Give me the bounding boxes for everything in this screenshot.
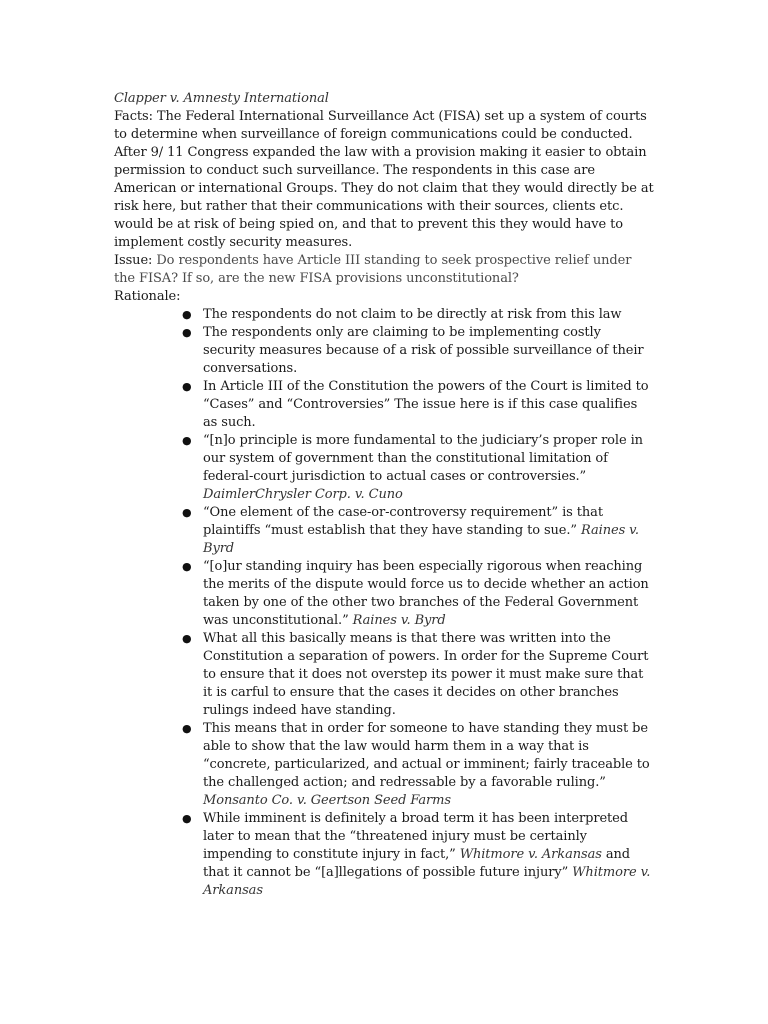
rationale-item-text: This means that in order for someone to have standing they must be able to show that the law would harm them in a way that is “concrete, particularized, and actual or imminent; fairly traceable to the challenged action; and redressable by a favorable ruling.”	[203, 721, 650, 790]
bullet-icon: ●	[182, 326, 192, 339]
case-citation: Whitmore v. Arkansas	[203, 865, 651, 898]
rationale-label: Rationale:	[114, 289, 181, 304]
rationale-item	[182, 720, 654, 810]
case-citation: Raines v. Byrd	[352, 613, 446, 628]
rationale-item	[182, 630, 654, 720]
rationale-item	[182, 558, 654, 630]
facts-text: The Federal International Surveillance Act (FISA) set up a system of courts to determine when surveillance of foreign communications could be conducted. After 9/ 11 Congress expanded the law with a provision making it easier to obtain permission to conduct such surveillance. The respondents in this case are American or international Groups. They do not claim that they would directly be at risk here, but rather that their communications with their sources, clients etc. would be at risk of being spied on, and that to prevent this they would have to implement costly security measures.	[114, 109, 654, 250]
case-citation: Raines v. Byrd	[203, 523, 639, 556]
rationale-item-text: What all this basically means is that there was written into the Constitution a separation of powers. In order for the Supreme Court to ensure that it does not overstep its power it must make sure that it is carful to ensure that the cases it decides on other branches rulings indeed have standing.	[203, 631, 649, 718]
rationale-item-text: “[n]o principle is more fundamental to the judiciary’s proper role in our system of government than the constitutional limitation of federal-court jurisdiction to actual cases or controversies.”	[203, 433, 643, 484]
document-page	[114, 90, 654, 900]
facts-paragraph	[114, 108, 654, 252]
rationale-item-text: In Article III of the Constitution the powers of the Court is limited to “Cases” and “Controversies” The issue here is if this case qualifies as such.	[203, 379, 649, 430]
bullet-icon: ●	[182, 722, 192, 735]
case-citation: Monsanto Co. v. Geertson Seed Farms	[203, 793, 451, 808]
rationale-item-text: While imminent is definitely a broad term it has been interpreted later to mean that the “threatened injury must be certainly impending to constitute injury in fact,”	[203, 811, 628, 862]
bullet-icon: ●	[182, 506, 192, 519]
rationale-item	[182, 810, 654, 900]
facts-label: Facts:	[114, 109, 157, 124]
rationale-item	[182, 324, 654, 378]
rationale-item	[182, 306, 654, 324]
bullet-icon: ●	[182, 434, 192, 447]
case-citation: Whitmore v. Arkansas	[459, 847, 602, 862]
case-citation: DaimlerChrysler Corp. v. Cuno	[203, 487, 403, 502]
case-title: Clapper v. Amnesty International	[114, 91, 329, 106]
bullet-icon: ●	[182, 560, 192, 573]
rationale-item-text: “[o]ur standing inquiry has been especially rigorous when reaching the merits of the dispute would force us to decide whether an action taken by one of the other two branches of the Federal Government was unconstitutional.”	[203, 559, 649, 628]
rationale-item	[182, 432, 654, 504]
bullet-icon: ●	[182, 380, 192, 393]
rationale-item-text: and that it cannot be “[a]llegations of possible future injury”	[203, 847, 630, 880]
bullet-icon: ●	[182, 812, 192, 825]
rationale-item-text: The respondents do not claim to be directly at risk from this law	[203, 307, 622, 322]
issue-label: Issue:	[114, 253, 157, 268]
rationale-item-text: “One element of the case-or-controversy requirement” is that plaintiffs “must establish that they have standing to sue.”	[203, 505, 603, 538]
rationale-list	[114, 306, 654, 900]
issue-text: Do respondents have Article III standing to seek prospective relief under the FISA? If so, are the new FISA provisions unconstitutional?	[114, 253, 632, 286]
rationale-item	[182, 378, 654, 432]
rationale-item-text: The respondents only are claiming to be implementing costly security measures because of a risk of possible surveillance of their conversations.	[203, 325, 644, 376]
bullet-icon: ●	[182, 632, 192, 645]
issue-paragraph	[114, 252, 654, 288]
rationale-item	[182, 504, 654, 558]
bullet-icon: ●	[182, 308, 192, 321]
